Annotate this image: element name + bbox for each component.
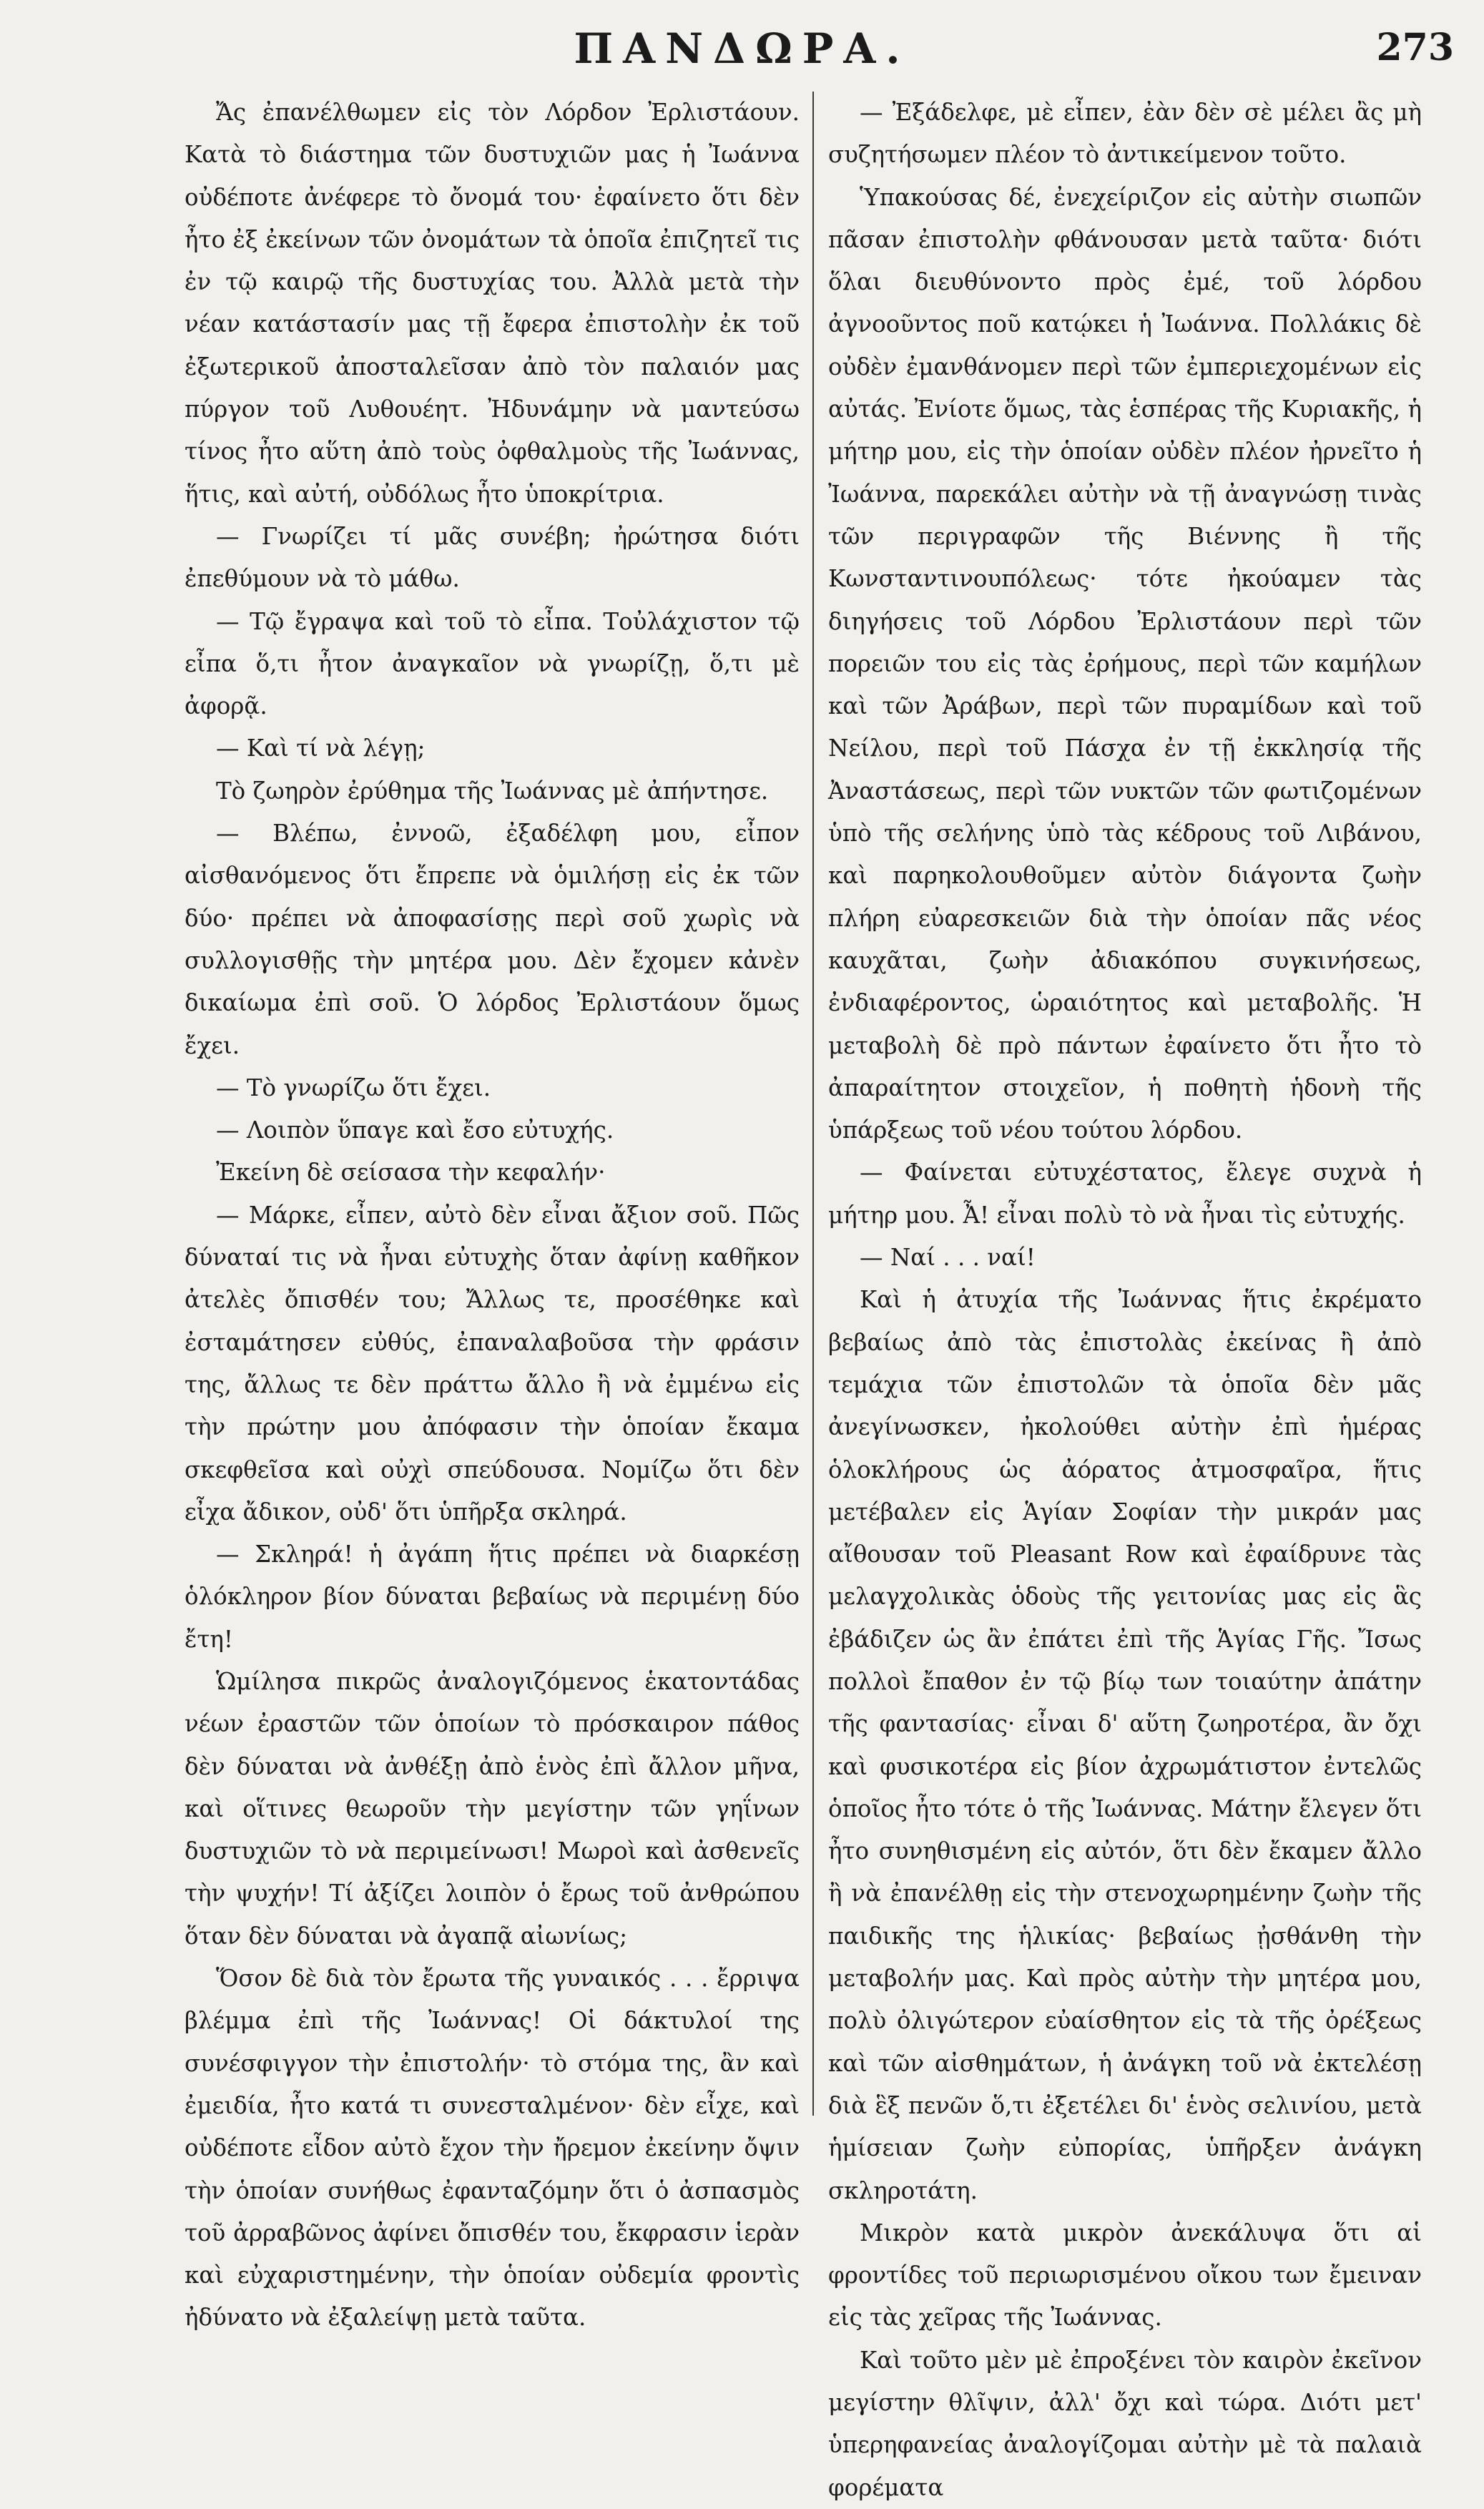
left-column <box>185 92 800 2332</box>
column-divider <box>812 92 814 2116</box>
paragraph: — Λοιπὸν ὕπαγε καὶ ἔσο εὐτυχής. <box>216 1116 614 1144</box>
paragraph: — Καὶ τί νὰ λέγῃ; <box>216 735 426 762</box>
running-title: ΠΑΝΔΩΡΑ. <box>574 24 910 73</box>
paragraph: Τὸ ζωηρὸν ἐρύθημα τῆς Ἰωάννας μὲ ἀπήντησε. <box>216 777 769 805</box>
paragraph: Καὶ τοῦτο μὲν μὲ ἐπροξένει τὸν καιρὸν ἐκεῖνον μεγίστην θλῖψιν, ἀλλ' ὄχι καὶ τώρα. Διότι μετ' ὑπερηφανείας ἀναλογίζομαι αὐτὴν μὲ τὰ παλαιὰ φορέματα <box>828 2346 1422 2501</box>
paragraph: — Τῷ ἔγραψα καὶ τοῦ τὸ εἶπα. Τοὐλάχιστον τῷ εἶπα ὅ,τι ἦτον ἀναγκαῖον νὰ γνωρίζῃ, ὅ,τι μὲ ἀφορᾷ. <box>185 607 800 720</box>
paragraph: — Γνωρίζει τί μᾶς συνέβη; ἠρώτησα διότι ἐπεθύμουν νὰ τὸ μάθω. <box>185 522 800 593</box>
paragraph: Ἄς ἐπανέλθωμεν εἰς τὸν Λόρδον Ἐρλιστάουν. Κατὰ τὸ διάστημα τῶν δυστυχιῶν μας ἡ Ἰωάννα οὐδέποτε ἀνέφερε τὸ ὄνομά του· ἐφαίνετο ὅτι δὲν ἦτο ἐξ ἐκείνων τῶν ὀνομάτων τὰ ὁποῖα ἐπιζητεῖ τις ἐν τῷ καιρῷ τῆς δυστυχίας του. Ἀλλὰ μετὰ τὴν νέαν κατάστασίν μας τῇ ἔφερα ἐπιστολὴν ἐκ τοῦ ἐξωτερικοῦ ἀποσταλεῖσαν ἀπὸ τὸν παλαιόν μας πύργον τοῦ Λυθουέητ. Ἠδυνάμην νὰ μαντεύσω τίνος ἦτο αὕτη ἀπὸ τοὺς ὀφθαλμοὺς τῆς Ἰωάννας, ἥτις, καὶ αὐτή, οὐδόλως ἦτο ὑποκρίτρια. <box>185 99 800 508</box>
paragraph: — Μάρκε, εἶπεν, αὐτὸ δὲν εἶναι ἄξιον σοῦ. Πῶς δύναταί τις νὰ ἦναι εὐτυχὴς ὅταν ἀφίνῃ καθῆκον ἀτελὲς ὄπισθέν του; Ἄλλως τε, προσέθηκε καὶ ἐσταμάτησεν εὐθύς, ἐπαναλαβοῦσα τὴν φράσιν της, ἄλλως τε δὲν πράττω ἄλλο ἢ νὰ ἐμμένω εἰς τὴν πρώτην μου ἀπόφασιν τὴν ὁποίαν ἔκαμα σκεφθεῖσα καὶ οὐχὶ σπεύδουσα. Νομίζω ὅτι δὲν εἶχα ἄδικον, οὐδ' ὅτι ὑπῆρξα σκληρά. <box>185 1201 800 1526</box>
paragraph: — Φαίνεται εὐτυχέστατος, ἔλεγε συχνὰ ἡ μήτηρ μου. Ἆ! εἶναι πολὺ τὸ νὰ ἦναι τὶς εὐτυχής. <box>828 1159 1422 1229</box>
paragraph: Μικρὸν κατὰ μικρὸν ἀνεκάλυψα ὅτι αἱ φροντίδες τοῦ περιωρισμένου οἴκου των ἔμειναν εἰς τὰς χεῖρας τῆς Ἰωάννας. <box>828 2219 1422 2332</box>
paragraph: Ἐκείνη δὲ σείσασα τὴν κεφαλήν· <box>216 1159 606 1187</box>
paragraph: — Τὸ γνωρίζω ὅτι ἔχει. <box>216 1074 491 1101</box>
paragraph: Ὅσον δὲ διὰ τὸν ἔρωτα τῆς γυναικός . . . ἔρριψα βλέμμα ἐπὶ τῆς Ἰωάννας! Οἱ δάκτυλοί της συνέσφιγγον τὴν ἐπιστολήν· τὸ στόμα της, ἂν καὶ ἐμειδία, ἦτο κατά τι συνεσταλμένον· δὲν εἶχε, καὶ οὐδέποτε εἶδον αὐτὸ ἔχον τὴν ἤρεμον ἐκείνην ὄψιν τὴν ὁποίαν συνήθως ἐφανταζόμην ὅτι ὁ ἀσπασμὸς τοῦ ἀρραβῶνος ἀφίνει ὄπισθέν του, ἔκφρασιν ἱερὰν καὶ εὐχαριστημένην, τὴν ὁποίαν οὐδεμία φροντὶς ἠδύνατο νὰ ἐξαλείψῃ μετὰ ταῦτα. <box>185 1965 800 2332</box>
page-number: 273 <box>1376 26 1454 69</box>
paragraph: Ὑπακούσας δέ, ἐνεχείριζον εἰς αὐτὴν σιωπῶν πᾶσαν ἐπιστολὴν φθάνουσαν μετὰ ταῦτα· διότι ὅλαι διευθύνοντο πρὸς ἐμέ, τοῦ λόρδου ἀγνοοῦντος ποῦ κατῴκει ἡ Ἰωάννα. Πολλάκις δὲ οὐδὲν ἐμανθάνομεν περὶ τῶν ἐμπεριεχομένων εἰς αὐτάς. Ἐνίοτε ὅμως, τὰς ἑσπέρας τῆς Κυριακῆς, ἡ μήτηρ μου, εἰς τὴν ὁποίαν οὐδὲν πλέον ἠρνεῖτο ἡ Ἰωάννα, παρεκάλει αὐτὴν νὰ τῇ ἀναγνώσῃ τινὰς τῶν περιγραφῶν τῆς Βιέννης ἢ τῆς Κωνσταντινουπόλεως· τότε ἠκούαμεν τὰς διηγήσεις τοῦ Λόρδου Ἐρλιστάουν περὶ τῶν πορειῶν του εἰς τὰς ἐρήμους, περὶ τῶν καμήλων καὶ τῶν Ἀράβων, περὶ τῶν πυραμίδων καὶ τοῦ Νείλου, περὶ τοῦ Πάσχα ἐν τῇ ἐκκλησίᾳ τῆς Ἀναστάσεως, περὶ τῶν νυκτῶν τῶν φωτιζομένων ὑπὸ τῆς σελήνης ὑπὸ τὰς κέδρους τοῦ Λιβάνου, καὶ παρηκολουθοῦμεν αὐτὸν διάγοντα ζωὴν πλήρη εὐαρεσκειῶν διὰ τὴν ὁποίαν πᾶς νέος καυχᾶται, ζωὴν ἀδιακόπου συγκινήσεως, ἐνδιαφέροντος, ὡραιότητος καὶ μεταβολῆς. Ἡ μεταβολὴ δὲ πρὸ πάντων ἐφαίνετο ὅτι ἦτο τὸ ἀπαραίτητον στοιχεῖον, ἡ ποθητὴ ἡδονὴ τῆς ὑπάρξεως τοῦ νέου τούτου λόρδου. <box>828 183 1422 1144</box>
paragraph: — Βλέπω, ἐννοῶ, ἐξαδέλφη μου, εἶπον αἰσθανόμενος ὅτι ἔπρεπε νὰ ὁμιλήσῃ εἰς ἐκ τῶν δύο· πρέπει νὰ ἀποφασίσῃς περὶ σοῦ χωρὶς νὰ συλλογισθῇς τὴν μητέρα μου. Δὲν ἔχομεν κἀνὲν δικαίωμα ἐπὶ σοῦ. Ὁ λόρδος Ἐρλιστάουν ὅμως ἔχει. <box>185 820 800 1059</box>
paragraph: Καὶ ἡ ἀτυχία τῆς Ἰωάννας ἥτις ἐκρέματο βεβαίως ἀπὸ τὰς ἐπιστολὰς ἐκείνας ἢ ἀπὸ τεμάχια τῶν ἐπιστολῶν τὰ ὁποῖα δὲν μᾶς ἀνεγίνωσκεν, ἠκολούθει αὐτὴν ἐπὶ ἡμέρας ὁλοκλήρους ὡς ἀόρατος ἀτμοσφαῖρα, ἥτις μετέβαλεν εἰς Ἁγίαν Σοφίαν τὴν μικράν μας αἴθουσαν τοῦ Pleasant Row καὶ ἐφαίδρυνε τὰς μελαγχολικὰς ὁδοὺς τῆς γειτονίας μας εἰς ἃς ἐβάδιζεν ὡς ἂν ἐπάτει ἐπὶ τῆς Ἁγίας Γῆς. Ἴσως πολλοὶ ἔπαθον ἐν τῷ βίῳ των τοιαύτην ἀπάτην τῆς φαντασίας· εἶναι δ' αὕτη ζωηροτέρα, ἂν ὄχι καὶ φυσικοτέρα εἰς βίον ἀχρωμάτιστον ἐντελῶς ὁποῖος ἦτο τότε ὁ τῆς Ἰωάννας. Μάτην ἔλεγεν ὅτι ἦτο συνηθισμένη εἰς αὐτόν, ὅτι δὲν ἔκαμεν ἄλλο ἢ νὰ ἐπανέλθῃ εἰς τὴν στενοχωρημένην ζωὴν τῆς παιδικῆς της ἡλικίας· βεβαίως ᾐσθάνθη τὴν μεταβολήν μας. Καὶ πρὸς αὐτὴν τὴν μητέρα μου, πολὺ ὀλιγώτερον εὐαίσθητον εἰς τὰ τῆς ὀρέξεως καὶ τῶν αἰσθημάτων, ἡ ἀνάγκη τοῦ νὰ ἐκτελέσῃ διὰ ἓξ πενῶν ὅ,τι ἐξετέλει δι' ἑνὸς σελινίου, μετὰ ἡμίσειαν ζωὴν εὐπορίας, ὑπῆρξεν ἀνάγκη σκληροτάτη. <box>828 1286 1422 2204</box>
right-column <box>828 92 1422 2501</box>
paragraph: Ὡμίλησα πικρῶς ἀναλογιζόμενος ἑκατοντάδας νέων ἐραστῶν τῶν ὁποίων τὸ πρόσκαιρον πάθος δὲν δύναται νὰ ἀνθέξῃ ἀπὸ ἑνὸς ἐπὶ ἄλλον μῆνα, καὶ οἵτινες θεωροῦν τὴν μεγίστην τῶν γηΐνων δυστυχιῶν τὸ νὰ περιμείνωσι! Μωροὶ καὶ ἀσθενεῖς τὴν ψυχήν! Τί ἀξίζει λοιπὸν ὁ ἔρως τοῦ ἀνθρώπου ὅταν δὲν δύναται νὰ ἀγαπᾷ αἰωνίως; <box>185 1667 800 1950</box>
paragraph: — Σκληρά! ἡ ἀγάπη ἥτις πρέπει νὰ διαρκέσῃ ὁλόκληρον βίον δύναται βεβαίως νὰ περιμένῃ δύο ἔτη! <box>185 1541 800 1653</box>
paragraph: — Ναί . . . ναί! <box>860 1244 1036 1272</box>
paragraph: — Ἐξάδελφε, μὲ εἶπεν, ἐὰν δὲν σὲ μέλει ἂς μὴ συζητήσωμεν πλέον τὸ ἀντικείμενον τοῦτο. <box>828 99 1422 169</box>
